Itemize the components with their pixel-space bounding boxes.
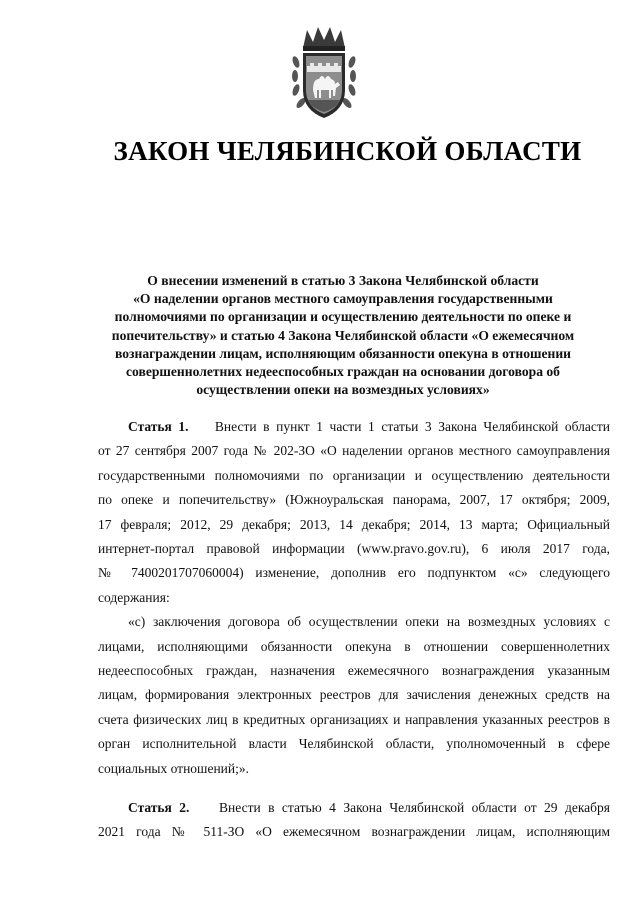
article-1-text: Внести в пункт 1 части 1 статьи 3 Закона Челябинской области xyxy=(214,419,611,434)
article-2-text: Внести в статью 4 Закона Челябинской области от 29 декабря xyxy=(219,800,611,815)
article-1-line: содержания: xyxy=(98,589,170,605)
article-2-label: Статья 2. xyxy=(128,800,190,815)
subject-line: осуществлении опеки на возмездных условиях» xyxy=(196,382,490,398)
article-1-quote-line: лицам, формирования электронных реестров для зачисления денежных средств на xyxy=(98,687,610,703)
article-1-line: № 7400201707060004) изменение, дополнив его подпунктом «с» следующего xyxy=(98,565,610,581)
subject-line: попечительству» и статью 4 Закона Челябинской области «О ежемесячном xyxy=(111,327,575,343)
article-1-quote-line: счета физических лиц в кредитных организациях и направления указанных реестров в xyxy=(98,711,610,727)
coat-of-arms-emblem xyxy=(291,24,357,124)
article-1-line: государственными полномочиями по организации и осуществлению деятельности xyxy=(98,467,610,483)
article-1-quote-line: орган исполнительной власти Челябинской области, уполномоченный в сфере xyxy=(98,736,610,752)
subject-line: полномочиями по организации и осуществлению деятельности по опеке и xyxy=(114,309,572,325)
article-1-label: Статья 1. xyxy=(128,419,189,434)
article-2-first-line xyxy=(98,796,610,820)
article-2 xyxy=(98,796,610,845)
law-title: ЗАКОН ЧЕЛЯБИНСКОЙ ОБЛАСТИ xyxy=(113,136,582,166)
article-1-quote-line: лицами, исполняющими обязанности опекуна в отношении совершеннолетних xyxy=(98,638,610,654)
subject-line: «О наделении органов местного самоуправления государственными xyxy=(133,291,553,307)
subject-line: совершеннолетних недееспособных граждан на основании договора об xyxy=(126,364,560,380)
article-1-line: от 27 сентября 2007 года № 202-ЗО «О наделении органов местного самоуправления xyxy=(98,443,610,459)
article-1-line: интернет-портал правовой информации (www.pravo.gov.ru), 6 июля 2017 года, xyxy=(98,541,610,557)
article-1-line: по опеке и попечительству» (Южноуральская панорама, 2007, 17 октября; 2009, xyxy=(98,492,610,508)
article-1-line: 17 февраля; 2012, 29 декабря; 2013, 14 декабря; 2014, 13 марта; Официальный xyxy=(98,516,610,532)
article-1-first-line xyxy=(98,415,610,439)
law-subject xyxy=(100,272,586,399)
subject-line: О внесении изменений в статью 3 Закона Челябинской области xyxy=(147,273,539,288)
article-2-line: 2021 года № 511-ЗО «О ежемесячном вознаграждении лицам, исполняющим xyxy=(98,824,610,840)
article-1-quote-line: социальных отношений;». xyxy=(98,760,249,776)
subject-line: вознаграждении лицам, исполняющим обязанности опекуна в отношении xyxy=(114,345,572,361)
article-1-quote-line: «с) заключения договора об осуществлении опеки на возмездных условиях с xyxy=(128,614,610,630)
article-1-quote-line: недееспособных граждан, назначения ежемесячного вознаграждения указанным xyxy=(98,663,610,679)
article-1 xyxy=(98,415,610,781)
